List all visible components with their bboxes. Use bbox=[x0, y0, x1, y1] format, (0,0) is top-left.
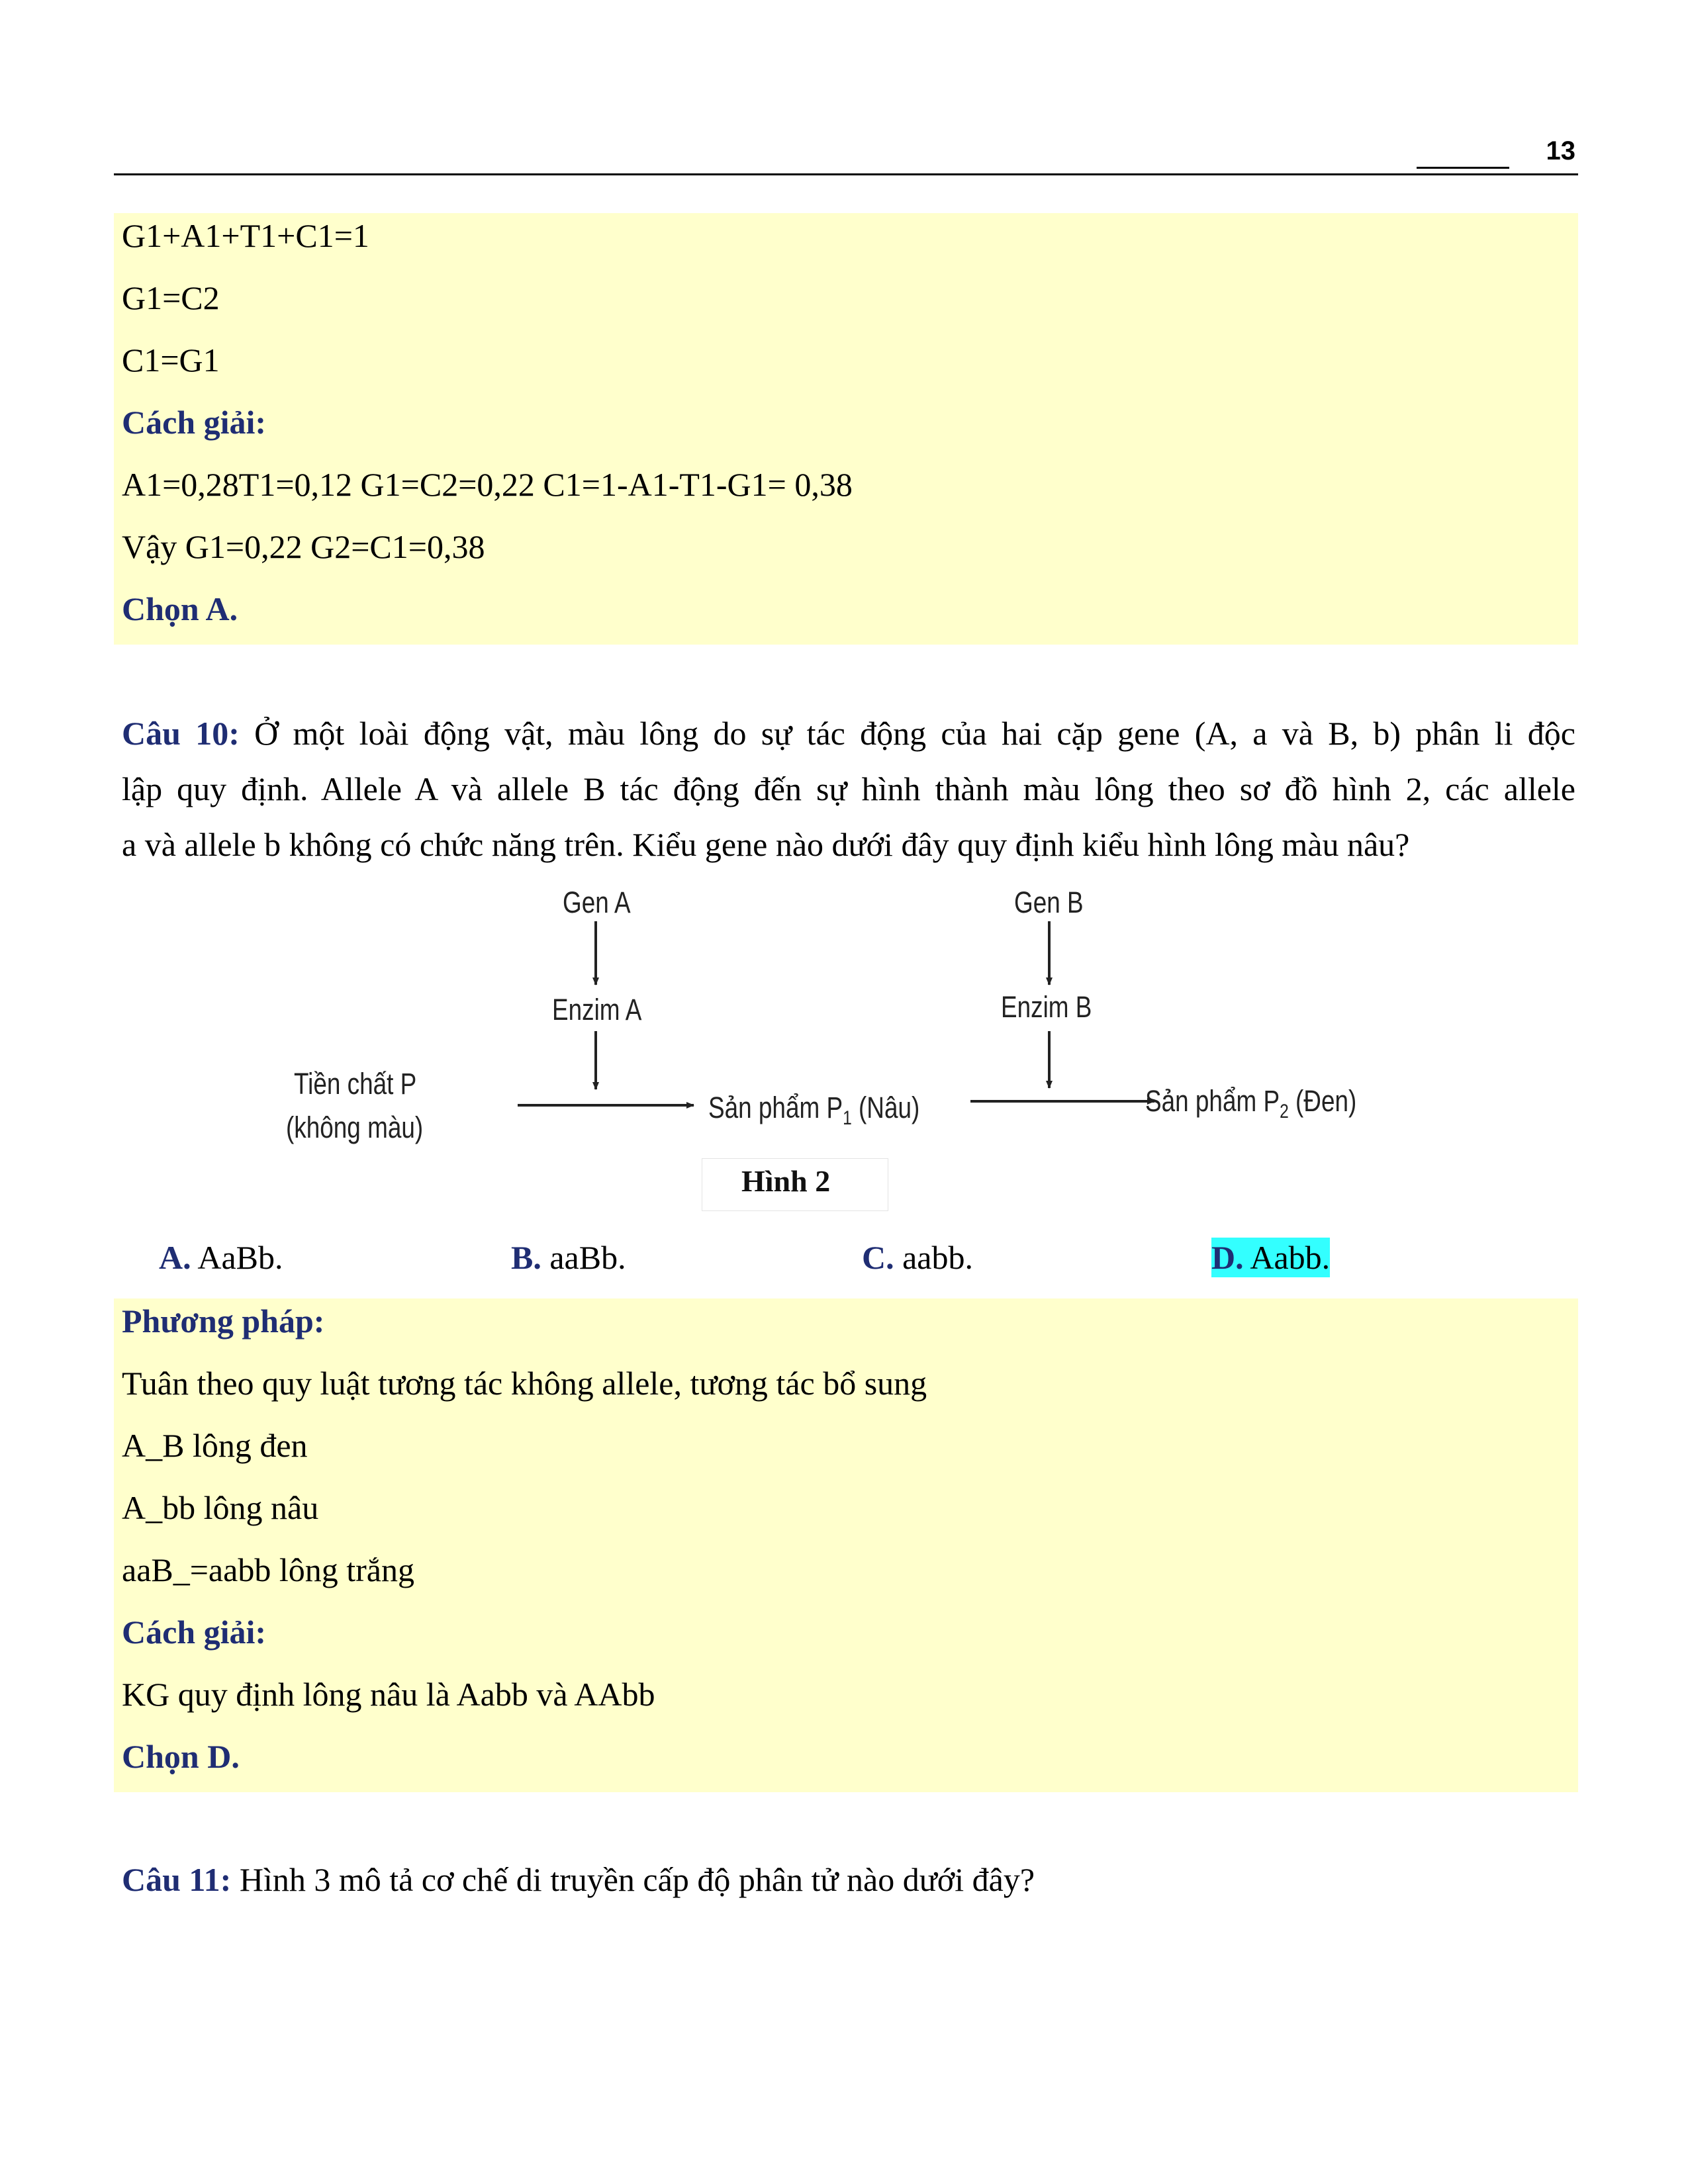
option-c[interactable] bbox=[862, 1238, 973, 1277]
enzyme-a-label: Enzim A bbox=[552, 993, 642, 1026]
product-p2-label: Sản phẩm $P_2$ (Đen) bbox=[1145, 1084, 1357, 1122]
equation-line: C1=G1 bbox=[122, 341, 220, 379]
question-line: a và allele b không có chức năng trên. Kiểu gene nào dưới đây quy định kiểu hình lông màu nâu? bbox=[122, 826, 1410, 863]
question-11 bbox=[122, 1860, 1035, 1899]
option-label: A. bbox=[159, 1239, 191, 1276]
solution-line: Vậy G1=0,22 G2=C1=0,38 bbox=[122, 528, 485, 565]
method-line: A_bb lông nâu bbox=[122, 1489, 319, 1526]
question-text: Ở một loài động vật, màu lông do sự tác động của hai cặp gene (A, a và B, b) phân li độc bbox=[254, 715, 1575, 752]
answer-line: Chọn A. bbox=[122, 590, 238, 627]
method-line: Tuân theo quy luật tương tác không allele, tương tác bổ sung bbox=[122, 1365, 927, 1402]
enzyme-b-label: Enzim B bbox=[1001, 990, 1092, 1024]
question-text: Hình 3 mô tả cơ chế di truyền cấp độ phân tử nào dưới đây? bbox=[231, 1861, 1035, 1898]
answer-line: Chọn D. bbox=[122, 1738, 240, 1775]
solution-heading: Cách giải: bbox=[122, 1614, 267, 1651]
solution-line: KG quy định lông nâu là Aabb và AAbb bbox=[122, 1676, 655, 1713]
page-number: 13 bbox=[1546, 136, 1575, 165]
gene-a-label: Gen A bbox=[563, 886, 631, 919]
method-line: A_B lông đen bbox=[122, 1427, 308, 1464]
solution-line: A1=0,28T1=0,12 G1=C2=0,22 C1=1-A1-T1-G1= 0,38 bbox=[122, 466, 853, 503]
option-text: Aabb. bbox=[1243, 1239, 1331, 1276]
precursor-label: Tiền chất P bbox=[294, 1067, 417, 1101]
question-10 bbox=[122, 705, 1575, 872]
option-text: AaBb. bbox=[191, 1239, 283, 1276]
option-d-correct[interactable] bbox=[1211, 1238, 1330, 1277]
question-line: lập quy định. Allele A và allele B tác động đến sự hình thành màu lông theo sơ đồ hình 2, các allele bbox=[122, 770, 1575, 807]
equation-line: G1+A1+T1+C1=1 bbox=[122, 217, 369, 254]
option-text: aaBb. bbox=[541, 1239, 626, 1276]
option-b[interactable] bbox=[511, 1238, 626, 1277]
option-label: C. bbox=[862, 1239, 894, 1276]
option-label: D. bbox=[1211, 1239, 1244, 1276]
page-number-underline bbox=[1417, 167, 1509, 169]
option-text: aabb. bbox=[894, 1239, 973, 1276]
question-line bbox=[122, 705, 1575, 761]
header-rule bbox=[114, 173, 1578, 175]
method-heading: Phương pháp: bbox=[122, 1302, 325, 1340]
solution-box-q9 bbox=[114, 213, 1578, 645]
product-p1-label: Sản phẩm $P_1$ (Nâu) bbox=[708, 1091, 920, 1129]
gene-b-label: Gen B bbox=[1014, 886, 1084, 919]
question-label: Câu 10: bbox=[122, 715, 240, 752]
method-heading: Cách giải: bbox=[122, 404, 267, 441]
question-label: Câu 11: bbox=[122, 1861, 232, 1898]
option-a[interactable] bbox=[159, 1238, 283, 1277]
method-line: aaB_=aabb lông trắng bbox=[122, 1551, 414, 1588]
precursor-sublabel: (không màu) bbox=[286, 1111, 424, 1144]
figure-caption: Hình 2 bbox=[741, 1164, 831, 1198]
equation-line: G1=C2 bbox=[122, 279, 220, 316]
option-label: B. bbox=[511, 1239, 541, 1276]
